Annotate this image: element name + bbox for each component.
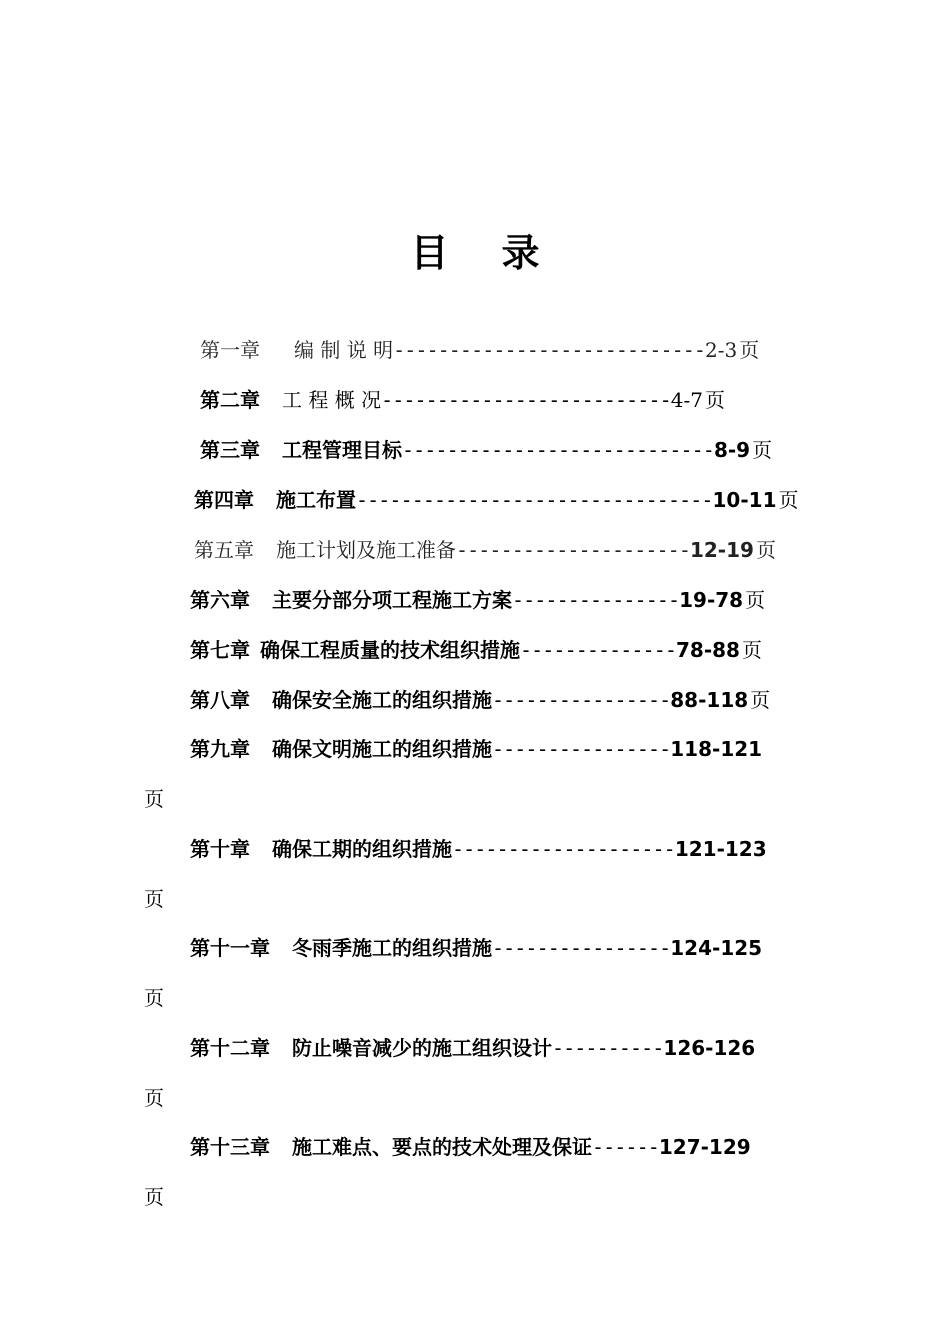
chapter-number: 第四章 bbox=[194, 488, 254, 512]
chapter-title: 主要分部分项工程施工方案 bbox=[272, 588, 512, 612]
chapter-number: 第五章 bbox=[194, 538, 254, 562]
chapter-title: 确保文明施工的组织措施 bbox=[272, 737, 492, 761]
page-range: 12-19 bbox=[689, 538, 754, 562]
leader-dots: ---------------- bbox=[492, 936, 671, 960]
chapter-title: 确保工期的组织措施 bbox=[272, 837, 452, 861]
leader-dots: ---------- bbox=[552, 1036, 664, 1060]
chapter-title: 编 制 说 明 bbox=[294, 338, 394, 362]
chapter-number: 第二章 bbox=[200, 388, 260, 412]
toc-entry-9[interactable] bbox=[190, 734, 762, 764]
toc-entry-11[interactable] bbox=[190, 933, 762, 963]
chapter-number: 第六章 bbox=[190, 588, 250, 612]
page-range: 88-118 bbox=[670, 688, 749, 712]
page-unit: 页 bbox=[750, 688, 771, 712]
leader-dots: ------ bbox=[592, 1135, 659, 1159]
page-range: 10-11 bbox=[712, 488, 777, 512]
page-unit: 页 bbox=[144, 1086, 164, 1110]
toc-entry-7[interactable] bbox=[190, 635, 762, 665]
page-range: 124-125 bbox=[670, 936, 763, 960]
page-range: 4-7 bbox=[670, 388, 703, 412]
leader-dots: -------------------- bbox=[452, 837, 675, 861]
page-unit: 页 bbox=[144, 787, 164, 811]
page-unit: 页 bbox=[741, 638, 762, 662]
chapter-number: 第十章 bbox=[190, 837, 250, 861]
chapter-title: 确保工程质量的技术组织措施 bbox=[260, 638, 520, 662]
chapter-number: 第九章 bbox=[190, 737, 250, 761]
page-range: 127-129 bbox=[658, 1135, 751, 1159]
toc-entry-12[interactable] bbox=[190, 1033, 755, 1063]
toc-entry-10[interactable] bbox=[190, 834, 767, 864]
chapter-title: 冬雨季施工的组织措施 bbox=[292, 936, 492, 960]
chapter-title: 施工计划及施工准备 bbox=[276, 538, 456, 562]
chapter-number: 第一章 bbox=[200, 338, 260, 362]
page-unit: 页 bbox=[144, 1185, 164, 1209]
chapter-number: 第十三章 bbox=[190, 1135, 270, 1159]
page-range: 118-121 bbox=[670, 737, 763, 761]
toc-entry-4[interactable] bbox=[194, 485, 798, 515]
leader-dots: ---------------- bbox=[492, 688, 671, 712]
leader-dots: -------------------------- bbox=[381, 388, 671, 412]
chapter-number: 第十二章 bbox=[190, 1036, 270, 1060]
toc-entry-8[interactable] bbox=[190, 685, 770, 715]
chapter-title: 施工布置 bbox=[276, 488, 356, 512]
page-title: 目 录 bbox=[410, 231, 540, 275]
toc-entry-3[interactable] bbox=[200, 435, 772, 465]
leader-dots: ---------------------------- bbox=[393, 338, 706, 362]
toc-entry-5[interactable] bbox=[194, 535, 776, 565]
toc-entry-6[interactable] bbox=[190, 585, 765, 615]
chapter-title: 确保安全施工的组织措施 bbox=[272, 688, 492, 712]
page-unit: 页 bbox=[144, 986, 164, 1010]
chapter-number: 第十一章 bbox=[190, 936, 270, 960]
page-range: 2-3 bbox=[705, 338, 738, 362]
toc-entry-1[interactable] bbox=[200, 335, 759, 365]
leader-dots: ---------------- bbox=[492, 737, 671, 761]
chapter-title: 施工难点、要点的技术处理及保证 bbox=[292, 1135, 592, 1159]
page-range: 19-78 bbox=[679, 588, 744, 612]
chapter-number: 第八章 bbox=[190, 688, 250, 712]
leader-dots: -------------- bbox=[520, 638, 676, 662]
toc-entry-2[interactable] bbox=[200, 385, 725, 415]
chapter-title: 工程管理目标 bbox=[282, 438, 402, 462]
page-unit: 页 bbox=[704, 388, 725, 412]
leader-dots: --------------------- bbox=[456, 538, 690, 562]
chapter-number: 第七章 bbox=[190, 638, 250, 662]
chapter-number: 第三章 bbox=[200, 438, 260, 462]
page-unit: 页 bbox=[144, 887, 164, 911]
page-unit: 页 bbox=[745, 588, 766, 612]
leader-dots: -------------------------------- bbox=[356, 488, 713, 512]
page-range: 121-123 bbox=[674, 837, 767, 861]
leader-dots: ---------------------------- bbox=[402, 438, 714, 462]
page-range: 126-126 bbox=[663, 1036, 756, 1060]
page-unit: 页 bbox=[739, 338, 760, 362]
toc-entry-13[interactable] bbox=[190, 1132, 751, 1162]
page-range: 78-88 bbox=[675, 638, 740, 662]
leader-dots: --------------- bbox=[512, 588, 680, 612]
page-unit: 页 bbox=[755, 538, 776, 562]
chapter-title: 防止噪音减少的施工组织设计 bbox=[292, 1036, 552, 1060]
page-range: 8-9 bbox=[713, 438, 751, 462]
page-unit: 页 bbox=[752, 438, 773, 462]
chapter-title: 工 程 概 况 bbox=[282, 388, 382, 412]
page-unit: 页 bbox=[778, 488, 799, 512]
